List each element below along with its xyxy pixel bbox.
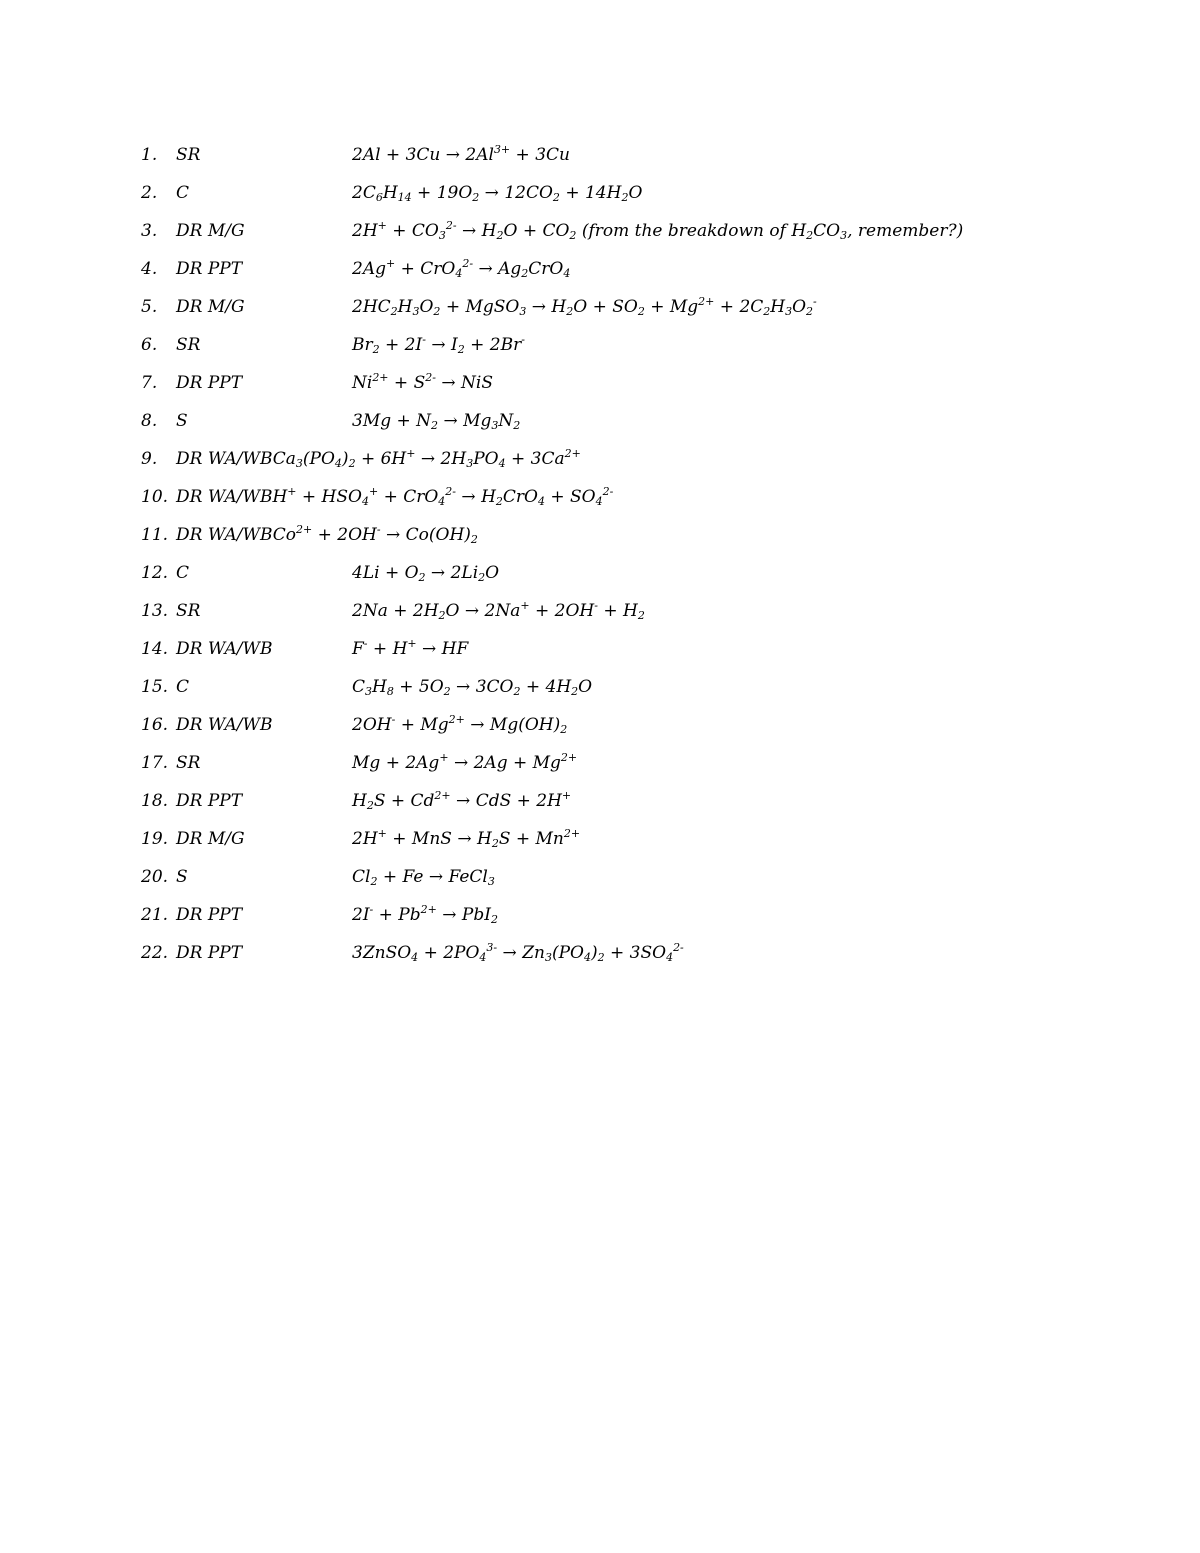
answer-row [141,368,1141,406]
answer-number: 15. [141,677,169,697]
answer-row [141,558,1141,596]
net-ionic-equation: $2Ag^+ + CrO_4^{2-} \to Ag_2CrO_4$ [352,257,571,280]
reaction-type: C [176,183,190,203]
net-ionic-equation: $Mg + 2Ag^+ \to 2Ag + Mg^{2+}$ [352,751,578,773]
answer-number: 2. [141,183,158,203]
reaction-type: SR [176,145,201,165]
net-ionic-equation: $H_2S + Cd^{2+}$ → CdS + 2H+ [352,789,572,812]
reaction-type-with-equation [176,520,478,550]
net-ionic-equation: $Ni^{2+} + S^{2-}$ → NiS [352,371,493,393]
reaction-type: DR WA/WB [176,715,273,735]
net-ionic-equation: F- + H+ → HF [352,637,469,659]
answer-number: 4. [141,259,158,279]
answer-number: 9. [141,449,158,469]
answer-row [141,786,1141,824]
answer-number: 19. [141,829,169,849]
answer-number: 18. [141,791,169,811]
answer-row [141,482,1141,520]
reaction-type: DR M/G [176,297,245,317]
answer-row [141,672,1141,710]
answer-row [141,710,1141,748]
reaction-type: SR [176,601,201,621]
reaction-type: DR PPT [176,259,243,279]
answer-row [141,178,1141,216]
answer-row [141,900,1141,938]
answer-row [141,140,1141,178]
answer-number: 13. [141,601,169,621]
net-ionic-equation: $Co^{2+} + 2OH^- \to Co(OH)_2$ [272,523,478,546]
answer-row [141,824,1141,862]
net-ionic-equation: $2OH^- + Mg^{2+} \to Mg(OH)_2$ [352,713,568,736]
reaction-type: C [176,677,190,697]
net-ionic-equation: $C_3H_8 + 5O_2 \to 3CO_2 + 4H_2O$ [352,677,593,698]
answer-number: 17. [141,753,169,773]
answer-number: 22. [141,943,169,963]
answer-row [141,406,1141,444]
answer-number: 7. [141,373,158,393]
reaction-type: DR PPT [176,791,243,811]
answer-number: 21. [141,905,169,925]
net-ionic-equation: $2H^+ + CO_3^{2-} \to H_2O + CO_2$ (from the breakdown of $H_2CO_3$, remember?) [352,219,964,242]
reaction-type-with-equation [176,482,613,512]
answer-row [141,634,1141,672]
reaction-type: DR PPT [176,905,243,925]
reaction-type: C [176,563,190,583]
answer-number: 20. [141,867,169,887]
reaction-type: DR WA/WB [176,525,273,545]
answer-number: 16. [141,715,169,735]
reaction-type: DR M/G [176,829,245,849]
net-ionic-equation: $2HC_2H_3O_2$ + MgSO$_3$ → $H_2O + SO_2 + Mg^{2+} + 2C_2H_3O_2^-$ [352,295,817,318]
answer-row [141,292,1141,330]
net-ionic-equation: $Br_2 + 2I^- \to I_2 + 2Br^-$ [352,333,525,356]
net-ionic-equation: $2Na + 2H_2O \to 2Na^+ + 2OH^- + H_2$ [352,599,645,622]
reaction-type: SR [176,335,201,355]
reaction-type: DR WA/WB [176,639,273,659]
answer-row [141,216,1141,254]
answer-number: 3. [141,221,158,241]
net-ionic-equation: 2H+ + MnS → $H_2S + Mn^{2+}$ [352,827,581,850]
answer-number: 10. [141,487,169,507]
reaction-type-with-equation [176,444,581,474]
answer-row [141,748,1141,786]
answer-number: 12. [141,563,169,583]
answer-number: 6. [141,335,158,355]
answer-number: 8. [141,411,158,431]
net-ionic-equation: $2I^- + Pb^{2+} \to PbI_2$ [352,903,498,926]
net-ionic-equation: $2Al + 3Cu \to 2Al^{3+} + 3Cu$ [352,143,570,165]
reaction-type: S [176,411,188,431]
net-ionic-equation: $4Li + O_2 \to 2Li_2O$ [352,563,500,584]
reaction-type: DR PPT [176,373,243,393]
answer-number: 11. [141,525,169,545]
answer-row [141,444,1141,482]
answer-number: 1. [141,145,158,165]
answer-row [141,520,1141,558]
net-ionic-equation: 3ZnSO$_4$ + $2PO_4^{3-} \to Zn_3(PO_4)_2 + 3SO_4^{2-}$ [352,941,684,964]
reaction-type: DR WA/WB [176,449,273,469]
net-ionic-equation: $3Mg + N_2 \to Mg_3N_2$ [352,411,521,432]
answer-row [141,330,1141,368]
reaction-type: DR M/G [176,221,245,241]
net-ionic-equation: $H^+ + HSO_4^+ + CrO_4^{2-} \to H_2CrO_4 + SO_4^{2-}$ [272,485,614,508]
net-ionic-equation: $2C_6H_{14} + 19O_2 \to 12CO_2 + 14H_2O$ [352,183,643,204]
reaction-type: SR [176,753,201,773]
answer-list [141,140,1141,976]
answer-number: 14. [141,639,169,659]
reaction-type: DR PPT [176,943,243,963]
answer-row [141,254,1141,292]
answer-number: 5. [141,297,158,317]
answer-row [141,596,1141,634]
answer-row [141,862,1141,900]
net-ionic-equation: $Cl_2 + Fe$ → FeCl$_3$ [352,867,495,888]
answer-row [141,938,1141,976]
reaction-type: S [176,867,188,887]
reaction-type: DR WA/WB [176,487,273,507]
net-ionic-equation: $Ca_3(PO_4)_2 + 6H^+ \to 2H_3PO_4 + 3Ca^{2+}$ [272,447,581,470]
